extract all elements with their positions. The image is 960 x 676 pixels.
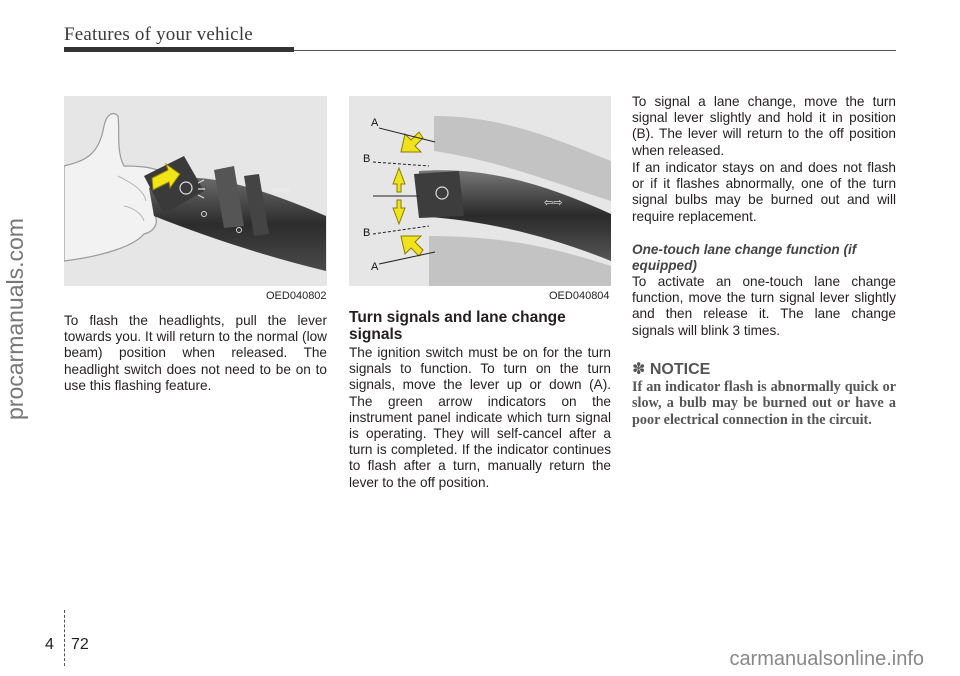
footer-separator bbox=[64, 610, 65, 666]
header-rule-thin bbox=[294, 50, 896, 51]
indicator-paragraph: If an indicator stays on and does not flash or if it flashes abnormally, one of the turn signal bulbs may be burned out and will require replacement. bbox=[632, 160, 896, 224]
bottom-watermark: carmanualsonline.info bbox=[729, 648, 924, 670]
one-touch-paragraph: To activate an one-touch lane change function, move the turn signal lever slightly and then release it. The lane change signals will blink 3 times. bbox=[632, 274, 896, 338]
side-watermark: procarmanuals.com bbox=[2, 218, 28, 420]
label-a-top: A bbox=[371, 117, 379, 129]
label-b-bottom: B bbox=[363, 227, 371, 239]
lane-change-up-arrow-icon bbox=[401, 132, 423, 152]
lane-change-down-arrow-icon bbox=[401, 236, 423, 256]
figure-turn-signal bbox=[349, 96, 611, 286]
notice-heading: ✽ NOTICE bbox=[632, 361, 711, 378]
figure-code-left: OED040802 bbox=[262, 290, 327, 302]
turn-up-arrow-icon bbox=[393, 168, 405, 192]
chapter-number: 4 bbox=[45, 636, 54, 653]
svg-text:⇦⇨: ⇦⇨ bbox=[544, 196, 563, 209]
svg-text:⇦⇨: ⇦⇨ bbox=[272, 184, 291, 197]
figure-code-mid: OED040804 bbox=[545, 290, 610, 302]
header-rule-thick bbox=[64, 47, 294, 52]
turn-down-arrow-icon bbox=[393, 200, 405, 224]
label-a-bottom: A bbox=[371, 261, 379, 273]
figure-headlight-flash bbox=[64, 96, 327, 286]
turn-signal-heading: Turn signals and lane change signals bbox=[349, 309, 566, 343]
notice-text: If an indicator flash is abnormally quick or slow, a bulb may be burned out or have a poor electrical connection in the circuit. bbox=[632, 379, 896, 428]
lever-pull-illustration bbox=[64, 96, 327, 286]
headlight-flash-paragraph: To flash the headlights, pull the lever towards you. It will return to the normal (low beam) position when released. The headlight switch does not need to be on to use this flashing feature. bbox=[64, 313, 327, 393]
turn-signal-lever-illustration bbox=[349, 96, 611, 286]
one-touch-subheading: One-touch lane change function (if equipped) bbox=[632, 242, 857, 273]
section-title: Features of your vehicle bbox=[64, 24, 253, 45]
turn-signal-paragraph: The ignition switch must be on for the turn signals to function. To turn on the turn signals, move the lever up or down (A). The green arrow indicators on the instrument panel indicate which turn signal is operating. They will self-cancel after a turn is completed. If the indicator continues to flash after a turn, manually return the lever to the off position. bbox=[349, 345, 611, 490]
lane-change-paragraph: To signal a lane change, move the turn signal lever slightly and hold it in position (B). The lever will return to the off position when released. bbox=[632, 94, 896, 158]
page-number: 72 bbox=[71, 636, 89, 653]
label-b-top: B bbox=[363, 153, 371, 165]
